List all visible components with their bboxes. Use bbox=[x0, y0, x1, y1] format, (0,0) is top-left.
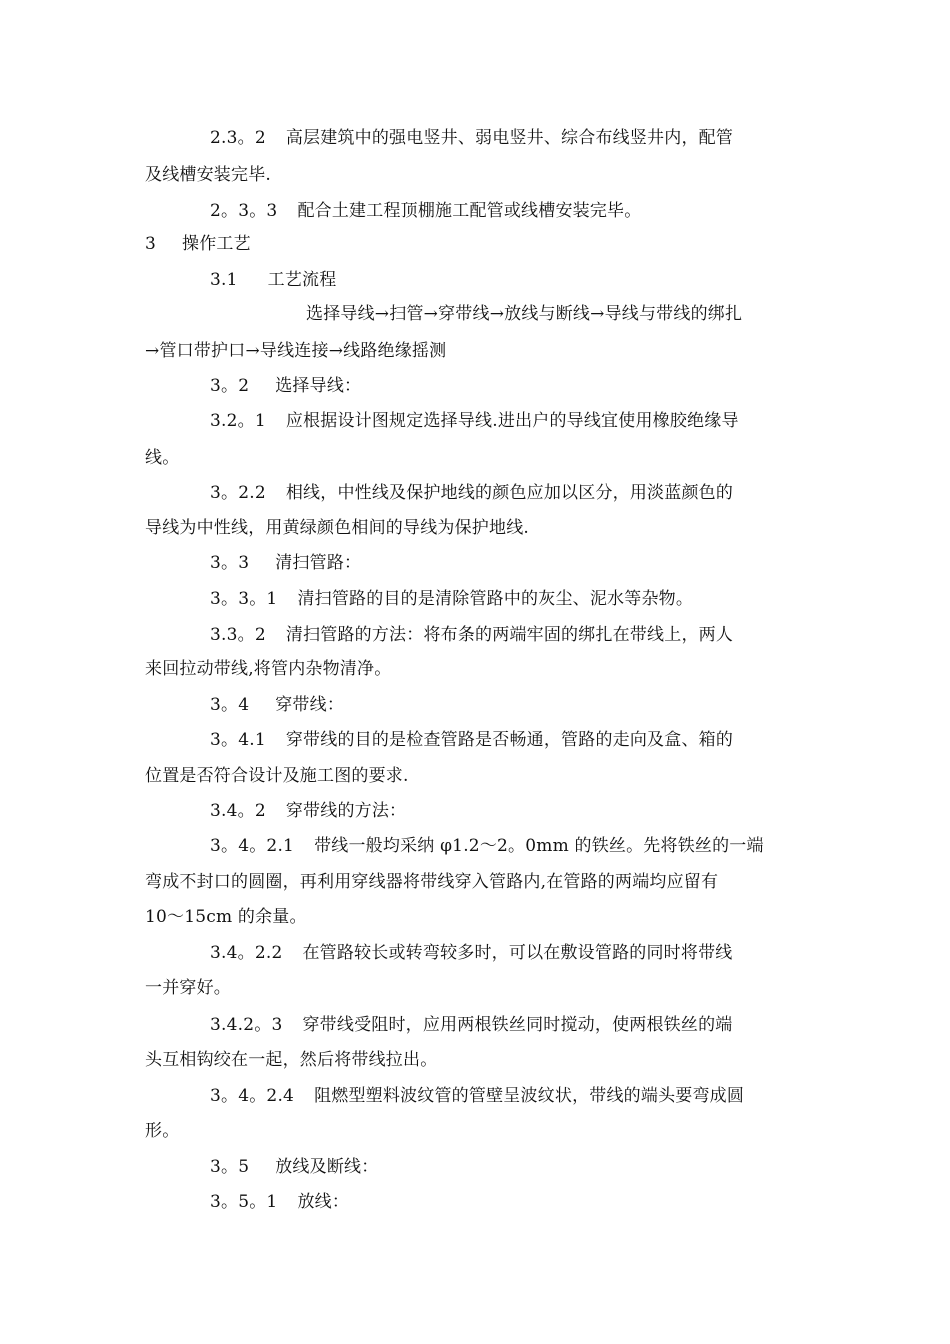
clause-3-1: 3.1 工艺流程 bbox=[210, 270, 337, 290]
clause-3-2-1: 3.2。1 应根据设计图规定选择导线.进出户的导线宜使用橡胶绝缘导 bbox=[210, 411, 739, 431]
clause-3-4-2-3-cont: 头互相钩绞在一起，然后将带线拉出。 bbox=[145, 1050, 438, 1070]
clause-3-4-1-cont: 位置是否符合设计及施工图的要求. bbox=[145, 766, 409, 786]
process-flow-line2: →管口带护口→导线连接→线路绝缘摇测 bbox=[145, 341, 447, 361]
clause-3-4-2-1-cont1: 弯成不封口的圆圈，再利用穿线器将带线穿入管路内,在管路的两端均应留有 bbox=[145, 872, 719, 892]
clause-3-3-2-cont: 来回拉动带线,将管内杂物清净。 bbox=[145, 659, 392, 679]
clause-3-2-1-cont: 线。 bbox=[145, 448, 180, 468]
clause-2-3-2-cont: 及线槽安装完毕. bbox=[145, 165, 272, 185]
clause-3-4-2: 3.4。2 穿带线的方法： bbox=[210, 801, 407, 821]
clause-2-3-3: 2。3。3 配合土建工程顶棚施工配管或线槽安装完毕。 bbox=[210, 201, 642, 221]
clause-3-2: 3。2 选择导线： bbox=[210, 376, 362, 396]
clause-3-2-2-cont: 导线为中性线，用黄绿颜色相间的导线为保护地线. bbox=[145, 518, 530, 538]
clause-3-4-2-3: 3.4.2。3 穿带线受阻时，应用两根铁丝同时搅动，使两根铁丝的端 bbox=[210, 1015, 733, 1035]
clause-3-5: 3。5 放线及断线： bbox=[210, 1157, 379, 1177]
clause-3-4-2-2: 3.4。2.2 在管路较长或转弯较多时，可以在敷设管路的同时将带线 bbox=[210, 943, 733, 963]
clause-3-3-1: 3。3。1 清扫管路的目的是清除管路中的灰尘、泥水等杂物。 bbox=[210, 589, 694, 609]
clause-3-4: 3。4 穿带线： bbox=[210, 695, 345, 715]
clause-3-4-2-2-cont: 一并穿好。 bbox=[145, 978, 231, 998]
clause-3-4-2-4: 3。4。2.4 阻燃型塑料波纹管的管壁呈波纹状，带线的端头要弯成圆 bbox=[210, 1086, 745, 1106]
clause-3-3: 3。3 清扫管路： bbox=[210, 553, 362, 573]
clause-3-3-2: 3.3。2 清扫管路的方法：将布条的两端牢固的绑扎在带线上，两人 bbox=[210, 625, 734, 645]
process-flow-line1: 选择导线→扫管→穿带线→放线与断线→导线与带线的绑扎 bbox=[306, 304, 743, 324]
clause-2-3-2: 2.3。2 高层建筑中的强电竖井、弱电竖井、综合布线竖井内，配管 bbox=[210, 128, 734, 148]
clause-3-4-2-1: 3。4。2.1 带线一般均采纳 φ1.2～2。0mm 的铁丝。先将铁丝的一端 bbox=[210, 836, 764, 856]
clause-3-4-2-1-cont2: 10～15cm 的余量。 bbox=[145, 907, 307, 927]
clause-3-4-2-4-cont: 形。 bbox=[145, 1121, 180, 1141]
clause-3-5-1: 3。5。1 放线： bbox=[210, 1192, 350, 1212]
section-3-heading: 3 操作工艺 bbox=[145, 234, 251, 254]
clause-3-4-1: 3。4.1 穿带线的目的是检查管路是否畅通，管路的走向及盒、箱的 bbox=[210, 730, 734, 750]
clause-3-2-2: 3。2.2 相线，中性线及保护地线的颜色应加以区分，用淡蓝颜色的 bbox=[210, 483, 734, 503]
